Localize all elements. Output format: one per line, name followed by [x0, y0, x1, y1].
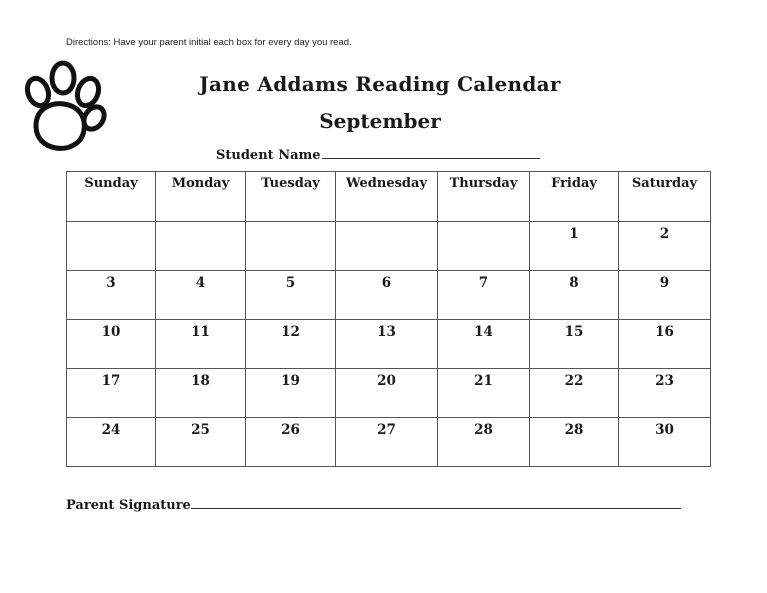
week-row — [67, 222, 711, 271]
day-cell[interactable]: 10 — [67, 320, 156, 369]
day-cell[interactable]: 17 — [67, 369, 156, 418]
day-cell[interactable]: 24 — [67, 418, 156, 467]
day-cell[interactable]: 20 — [336, 369, 438, 418]
week-row — [67, 271, 711, 320]
day-cell[interactable]: 16 — [619, 320, 711, 369]
paw-print-icon — [18, 56, 110, 156]
student-name-label: Student Name — [216, 148, 321, 163]
weekday-header: Sunday — [67, 172, 156, 222]
weekday-header: Saturday — [619, 172, 711, 222]
day-cell[interactable]: 23 — [619, 369, 711, 418]
day-cell[interactable] — [156, 222, 246, 271]
day-cell[interactable]: 18 — [156, 369, 246, 418]
day-cell[interactable] — [336, 222, 438, 271]
week-row — [67, 418, 711, 467]
day-cell[interactable]: 12 — [246, 320, 336, 369]
day-cell[interactable]: 27 — [336, 418, 438, 467]
weekday-header: Thursday — [438, 172, 530, 222]
day-cell[interactable]: 22 — [530, 369, 619, 418]
week-row — [67, 320, 711, 369]
weekday-header-row — [67, 172, 711, 222]
day-cell[interactable] — [67, 222, 156, 271]
parent-signature-line[interactable] — [191, 496, 681, 509]
parent-signature-label: Parent Signature — [66, 498, 191, 513]
student-name-field — [216, 146, 540, 163]
day-cell[interactable]: 26 — [246, 418, 336, 467]
day-cell[interactable]: 19 — [246, 369, 336, 418]
day-cell[interactable]: 13 — [336, 320, 438, 369]
weekday-header: Wednesday — [336, 172, 438, 222]
day-cell[interactable]: 15 — [530, 320, 619, 369]
day-cell[interactable]: 8 — [530, 271, 619, 320]
day-cell[interactable]: 28 — [530, 418, 619, 467]
day-cell[interactable]: 6 — [336, 271, 438, 320]
reading-calendar-grid — [66, 171, 711, 467]
calendar-title: Jane Addams Reading Calendar — [199, 72, 561, 96]
weekday-header: Tuesday — [246, 172, 336, 222]
day-cell[interactable] — [438, 222, 530, 271]
student-name-line[interactable] — [322, 146, 540, 159]
day-cell[interactable]: 14 — [438, 320, 530, 369]
day-cell[interactable]: 7 — [438, 271, 530, 320]
week-row — [67, 369, 711, 418]
day-cell[interactable]: 25 — [156, 418, 246, 467]
day-cell[interactable]: 4 — [156, 271, 246, 320]
weekday-header: Friday — [530, 172, 619, 222]
day-cell[interactable]: 21 — [438, 369, 530, 418]
day-cell[interactable]: 28 — [438, 418, 530, 467]
weekday-header: Monday — [156, 172, 246, 222]
day-cell[interactable]: 30 — [619, 418, 711, 467]
day-cell[interactable]: 11 — [156, 320, 246, 369]
day-cell[interactable]: 9 — [619, 271, 711, 320]
directions-text: Directions: Have your parent initial each box for every day you read. — [66, 37, 352, 48]
day-cell[interactable]: 5 — [246, 271, 336, 320]
month-heading: September — [319, 109, 441, 133]
day-cell[interactable] — [246, 222, 336, 271]
day-cell[interactable]: 2 — [619, 222, 711, 271]
parent-signature-field — [66, 496, 681, 513]
day-cell[interactable]: 3 — [67, 271, 156, 320]
day-cell[interactable]: 1 — [530, 222, 619, 271]
